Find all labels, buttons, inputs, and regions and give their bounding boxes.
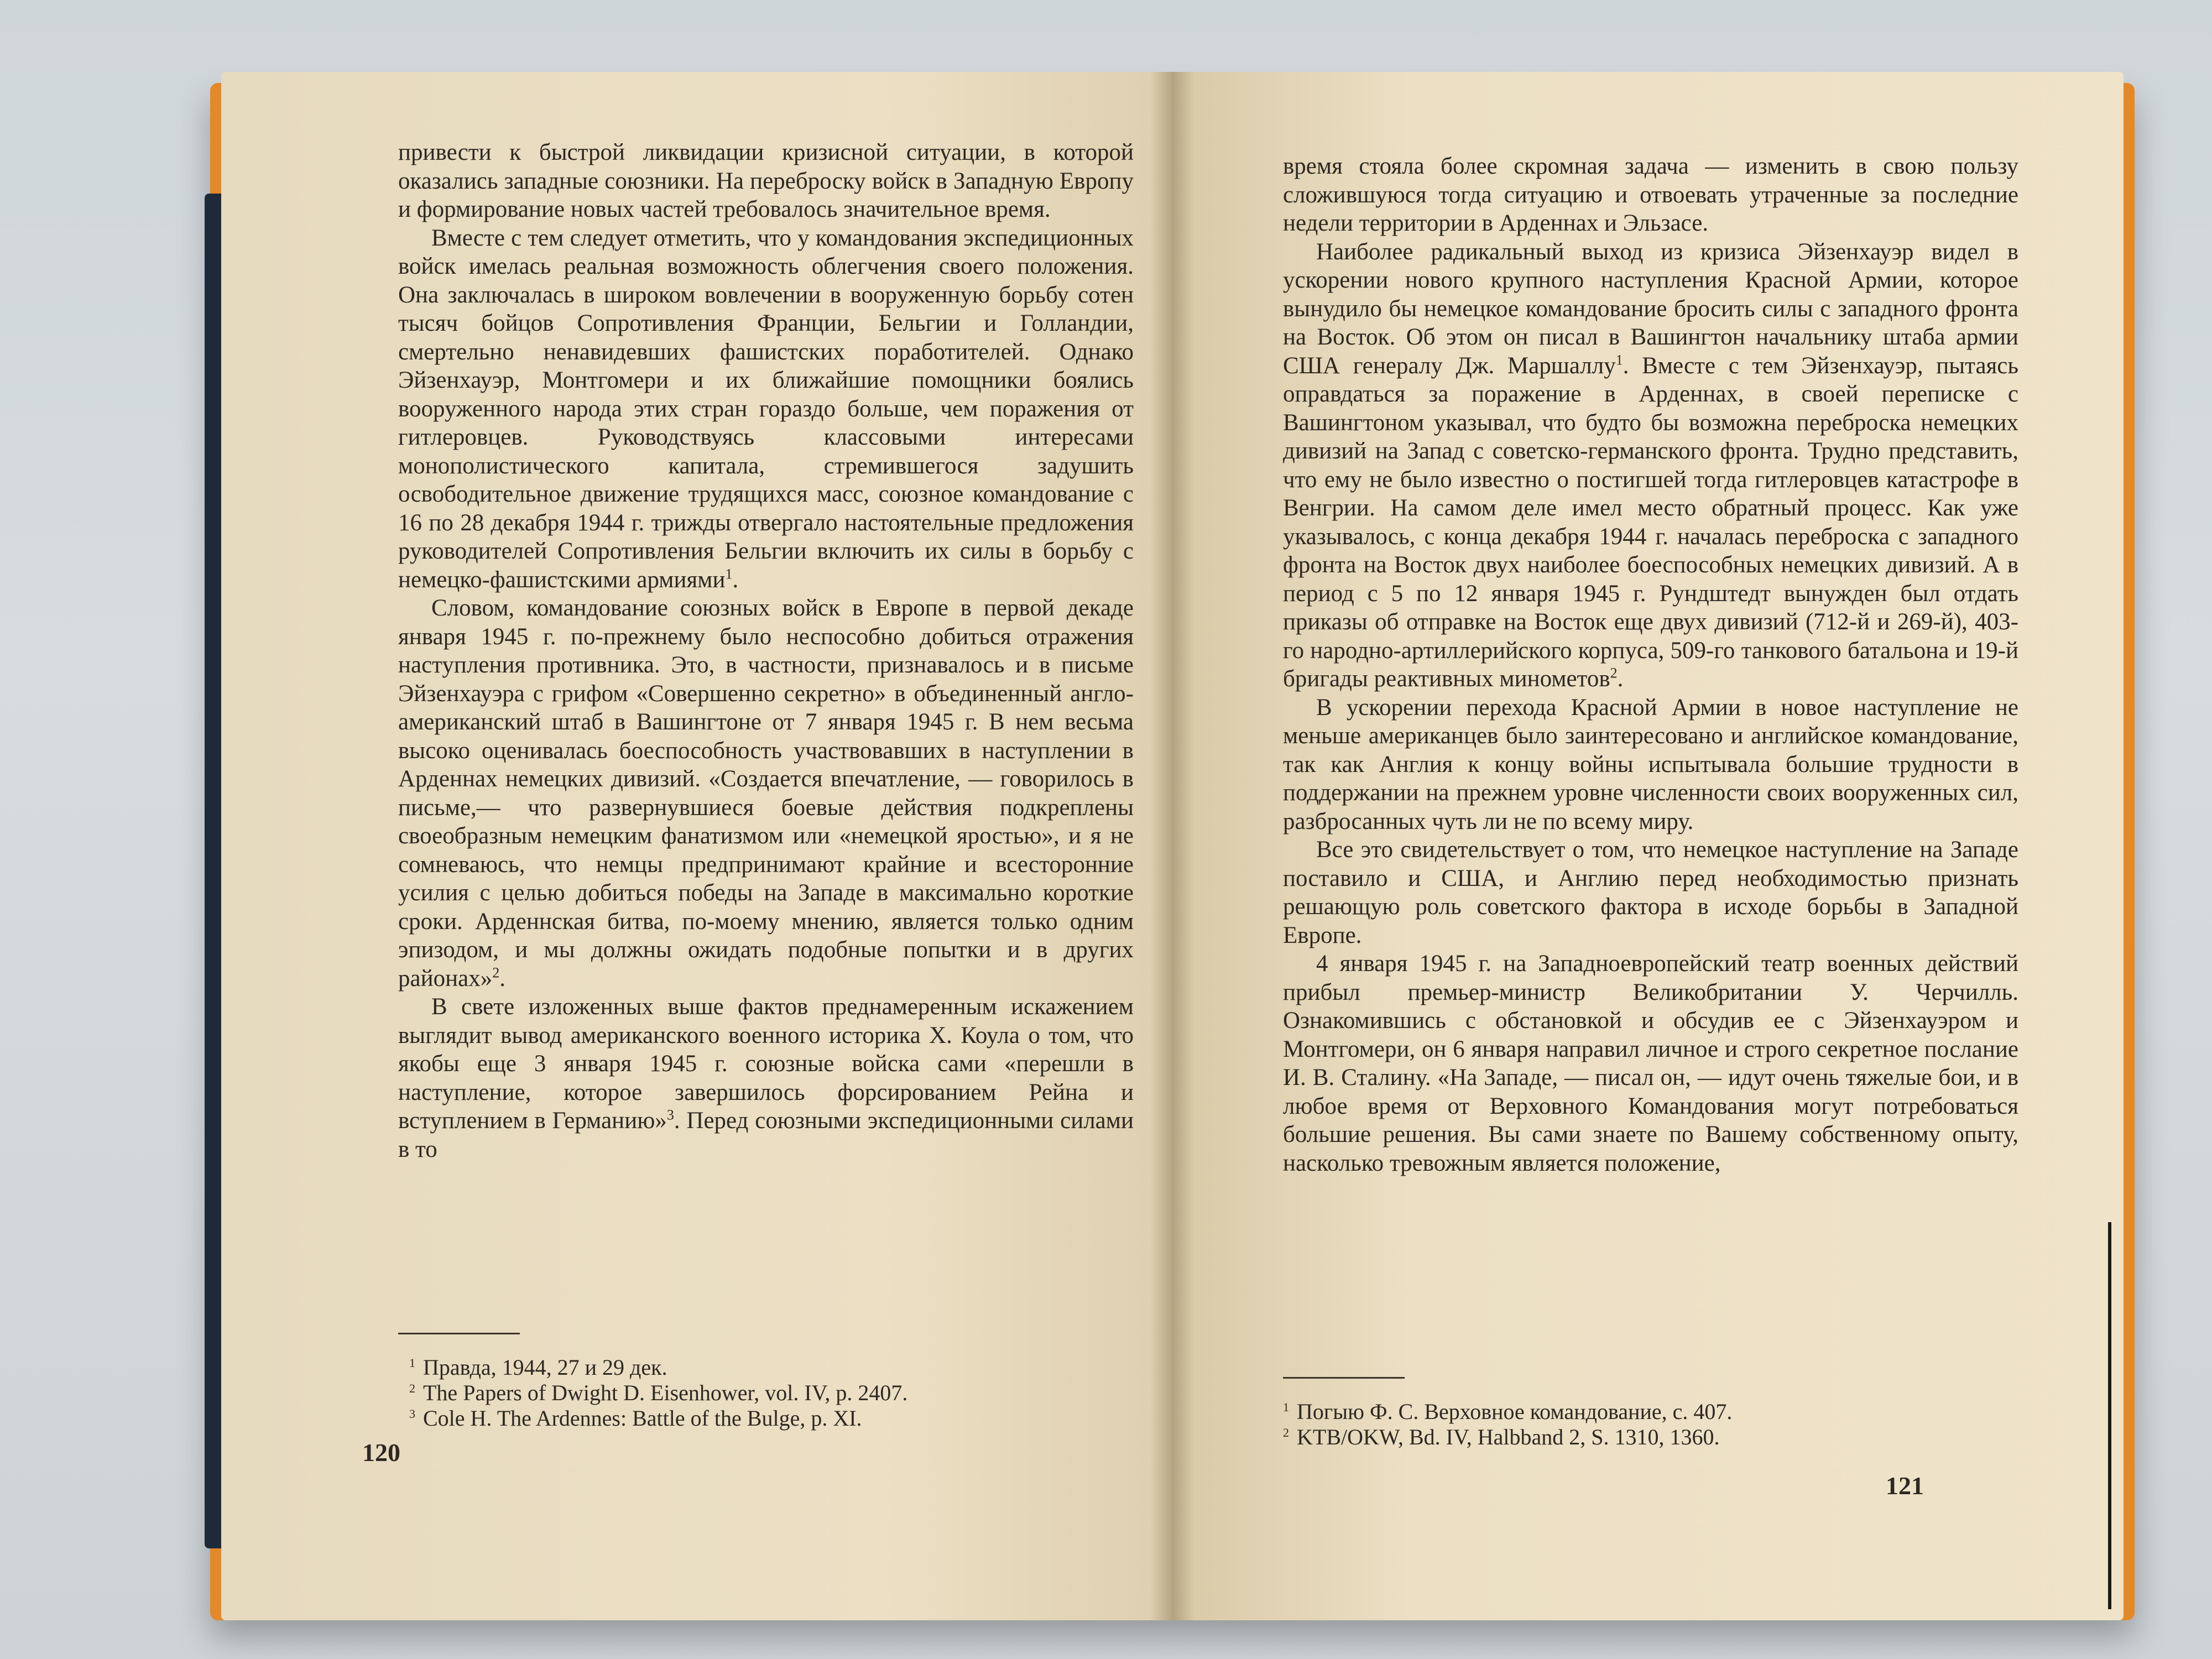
page-number: 121 — [1886, 1472, 1924, 1500]
footnote-number: 2 — [409, 1381, 415, 1395]
footnote-text: The Papers of Dwight D. Eisenhower, vol. IV, p. 2407. — [423, 1380, 908, 1405]
paragraph: Вместе с тем следует отметить, что у командования экспедиционных войск имелась реальная возможность облегчения своего положения. Она заключалась в широком вовлечении в вооруженную борьбу сотен тысяч бойцов Сопротивления Франции, Бельгии и Голландии, смертельно ненавидевших фашистских поработителей. Однако Эйзенхауэр, Монтгомери и их ближайшие помощники боялись вооруженного народа этих стран гораздо больше, чем поражения от гитлеровцев. Руководствуясь классовыми интересами монополистического капитала, стремившегося задушить освободительное движение трудящихся масс, союзное командование с 16 по 28 декабря 1944 г. трижды отвергало настоятельные предложения руководителей Сопротивления Бельгии включить их силы в борьбу с немецко-фашистскими армиями$^1$. — [398, 225, 1134, 593]
paragraph — [1283, 152, 2018, 238]
page-edge-mark — [2108, 1222, 2111, 1609]
paragraph: Наиболее радикальный выход из кризиса Эйзенхауэр видел в ускорении нового крупного наступления Красной Армии, которое вынудило бы немецкое командование бросить силы с западного фронта на Восток. Об этом он писал в Вашингтон начальнику штаба армии США генералу Дж. Маршаллу$^1$. Вместе с тем Эйзенхауэр, пытаясь оправдаться за поражение в Арденнах, в своей переписке с Вашингтоном указывал, что будто бы возможна переброска немецких дивизий на Запад с советско-германского фронта. Трудно представить, что ему не было известно о постигшей тогда гитлеровцев катастрофе в Венгрии. На самом деле имел место обратный процесс. Как уже указывалось, с конца декабря 1944 г. началась переброска с западного фронта на Восток двух наиболее боеспособных немецких дивизий. А в период с 5 по 12 января 1945 г. Рундштедт вынужден был отдать приказы об отправке на Восток еще двух дивизий (712-й и 269-й), 403-го народно-артиллерийского корпуса, 509-го танкового батальона и 19-й бригады реактивных минометов$^2$. — [1283, 238, 2018, 692]
footnote-text: Погыю Ф. С. Верховное командование, с. 407. — [1297, 1399, 1733, 1424]
right-page-body — [1283, 152, 2018, 1177]
right-footnotes — [1283, 1399, 2002, 1450]
right-page — [1172, 72, 2124, 1620]
footnote — [409, 1406, 1128, 1431]
paragraph: Словом, командование союзных войск в Европе в первой декаде января 1945 г. по-прежнему было неспособно добиться отражения наступления противника. Это, в частности, признавалось и в письме Эйзенхауэра с грифом «Совершенно секретно» в объединенный англо-американский штаб в Вашингтоне от 7 января 1945 г. В нем весьма высоко оценивалась боеспособность участвовавших в наступлении в Арденнах немецких дивизий. «Создается впечатление, — говорилось в письме,— что развернувшиеся боевые действия подкреплены своеобразным немецким фанатизмом или «немецкой яростью», и я не сомневаюсь, что немцы предпринимают крайние и всесторонние усилия с целью добиться победы на Западе в максимально короткие сроки. Арденнская битва, по-моему мнению, является только одним эпизодом, и мы должны ожидать подобные попытки и в других районах»$^2$. — [398, 595, 1134, 992]
page-number: 120 — [362, 1438, 400, 1467]
footnote-number: 3 — [409, 1406, 415, 1421]
footnote-number: 1 — [409, 1355, 415, 1370]
paragraph-text: В ускорении перехода Красной Армии в новое наступление не меньше американцев было заинтересовано и английское командование, так как Англия к концу войны испытывала большие трудности в поддержании на прежнем уровне численности своих вооруженных сил, разбросанных чуть ли не по всему миру. — [1283, 694, 2018, 834]
paragraph-text: 4 января 1945 г. на Западноевропейский театр военных действий прибыл премьер-министр Великобритании У. Черчилль. Ознакомившись с обстановкой и обсудив ее с Эйзенхауэром и Монтгомери, он 6 января направил личное и строго секретное послание И. В. Сталину. «На Западе, — писал он, — идут очень тяжелые бои, и в любое время от Верховного Командования могут потребоваться большие решения. Вы сами знаете по Вашему собственному опыту, насколько тревожным является положение, — [1283, 951, 2018, 1176]
paragraph-text: Вместе с тем следует отметить, что у командования экспедиционных войск имелась реальная возможность облегчения своего положения. Она заключалась в широком вовлечении в вооруженную борьбу сотен тысяч бойцов Сопротивления Франции, Бельгии и Голландии, смертельно ненавидевших фашистских поработителей. Однако Эйзенхауэр, Монтгомери и их ближайшие помощники боялись вооруженного народа этих стран гораздо больше, чем поражения от гитлеровцев. Руководствуясь классовыми интересами монополистического капитала, стремившегося задушить освободительное движение трудящихся масс, союзное командование с 16 по 28 декабря 1944 г. трижды отвергало настоятельные предложения руководителей Сопротивления Бельгии включить их силы в борьбу с немецко-фашистскими армиями — [398, 225, 1134, 593]
paragraph-text: Словом, командование союзных войск в Европе в первой декаде января 1945 г. по-прежнему было неспособно добиться отражения наступления противника. Это, в частности, признавалось и в письме Эйзенхауэра с грифом «Совершенно секретно» в объединенный англо-американский штаб в Вашингтоне от 7 января 1945 г. В нем весьма высоко оценивалась боеспособность участвовавших в наступлении в Арденнах немецких дивизий. «Создается впечатление, — говорилось в письме,— что развернувшиеся боевые действия подкреплены своеобразным немецким фанатизмом или «немецкой яростью», и я не сомневаюсь, что немцы предпринимают крайние и всесторонние усилия с целью добиться победы на Западе в максимально короткие сроки. Арденнская битва, по-моему мнению, является только одним эпизодом, и мы должны ожидать подобные попытки и в других районах» — [398, 595, 1134, 992]
paragraph — [1283, 693, 2018, 836]
footnote-text: Cole H. The Ardennes: Battle of the Bulge, p. XI. — [423, 1406, 862, 1431]
paragraph-text: В свете изложенных выше фактов преднамеренным искажением выглядит вывод американского военного историка Х. Коула о том, что якобы еще 3 января 1945 г. союзные войска сами «перешли в наступление, которое завершилось форсированием Рейна и вступлением в Германию» — [398, 994, 1134, 1134]
book-gutter — [1150, 72, 1194, 1620]
paragraph-text-tail: . Вместе с тем Эйзенхауэр, пытаясь оправдаться за поражение в Арденнах, в своей переписке с Вашингтоном указывал, что будто бы возможна переброска немецких дивизий на Запад с советско-германского фронта. Трудно представить, что ему не было известно о постигшей тогда гитлеровцев катастрофе в Венгрии. На самом деле имел место обратный процесс. Как уже указывалось, с конца декабря 1944 г. началась переброска с западного фронта на Восток двух наиболее боеспособных немецких дивизий. А в период с 5 по 12 января 1945 г. Рундштедт вынужден был отдать приказы об отправке на Восток еще двух дивизий (712-й и 269-й), 403-го народно-артиллерийского корпуса, 509-го танкового батальона и 19-й бригады реактивных минометов — [1283, 352, 2018, 692]
footnote-ref: 1 — [725, 566, 733, 582]
paragraph — [398, 993, 1134, 1164]
paragraph-text: Все это свидетельствует о том, что немецкое наступление на Западе поставило и США, и Англию перед необходимостью признать решающую роль советского фактора в исходе борьбы в Западной Европе. — [1283, 837, 2018, 948]
left-footnotes — [409, 1355, 1128, 1431]
paragraph-text: привести к быстрой ликвидации кризисной ситуации, в которой оказались западные союзники. На переброску войск в Западную Европу и формирование новых частей требовалось значительное время. — [398, 139, 1134, 222]
footnote-divider — [1283, 1377, 1405, 1379]
paragraph-text-tail: . Перед союзными экспедиционными силами в то — [398, 1108, 1134, 1162]
footnote — [409, 1355, 1128, 1380]
footnote — [1283, 1399, 2002, 1425]
paragraph-text: время стояла более скромная задача — изменить в свою пользу сложившуюся тогда ситуацию и отвоевать утраченные за последние недели территории в Арденнах и Эльзасе. — [1283, 153, 2018, 236]
paragraph-text: Наиболее радикальный выход из кризиса Эйзенхауэр видел в ускорении нового крупного наступления Красной Армии, которое вынудило бы немецкое командование бросить силы с западного фронта на Восток. Об этом он писал в Вашингтон начальнику штаба армии США генералу Дж. Маршаллу — [1283, 238, 2018, 379]
paragraph — [398, 138, 1134, 224]
footnote-text: KTB/OKW, Bd. IV, Halbband 2, S. 1310, 1360. — [1297, 1425, 1720, 1449]
paragraph — [1283, 950, 2018, 1177]
footnote — [409, 1380, 1128, 1406]
footnote-ref: 2 — [492, 964, 500, 981]
footnote-ref: 2 — [1610, 665, 1618, 681]
footnote-number: 2 — [1283, 1425, 1289, 1439]
footnote-text: Правда, 1944, 27 и 29 дек. — [423, 1355, 667, 1380]
footnote — [1283, 1425, 2002, 1450]
footnote-ref: 3 — [666, 1107, 674, 1123]
left-page-body — [398, 138, 1134, 1164]
footnote-number: 1 — [1283, 1400, 1289, 1414]
left-page — [221, 72, 1172, 1620]
paragraph — [1283, 836, 2018, 950]
footnote-ref: 1 — [1615, 352, 1623, 368]
footnote-divider — [398, 1333, 520, 1334]
